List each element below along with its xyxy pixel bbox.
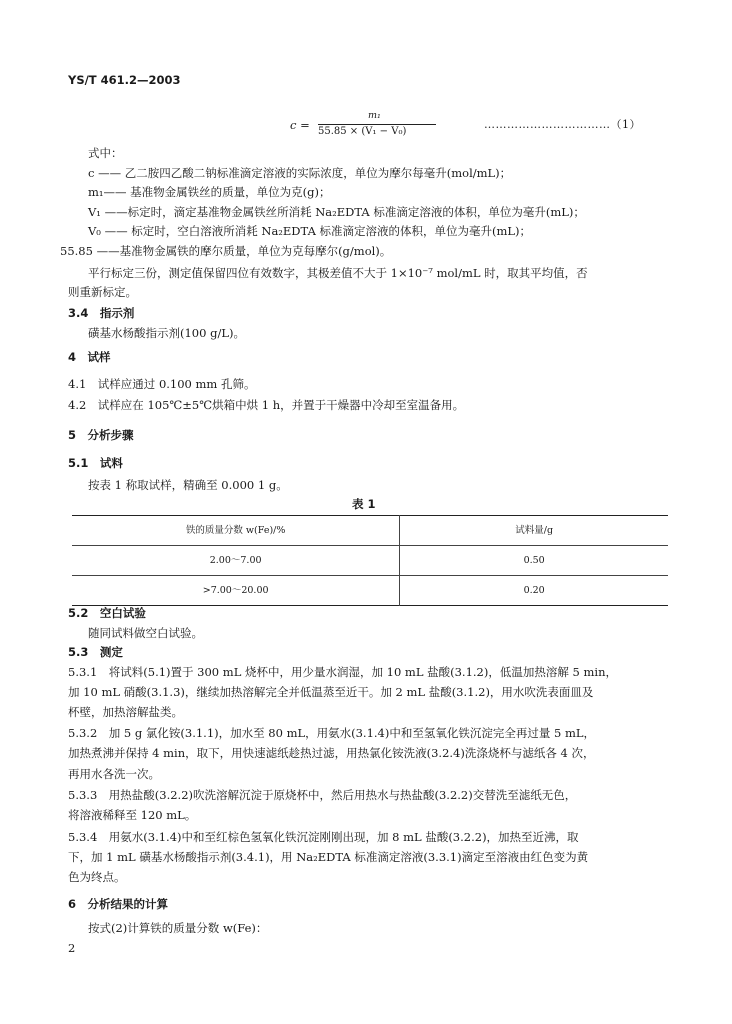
table-row bbox=[72, 546, 668, 576]
table-header-cell: 铁的质量分数 w(Fe)/% bbox=[72, 516, 400, 546]
section-text: 磺基水杨酸指示剂(100 g/L)。 bbox=[88, 326, 245, 340]
clause-line: 色为终点。 bbox=[68, 870, 126, 884]
table-header-row bbox=[72, 516, 668, 546]
clause-line: 再用水各洗一次。 bbox=[68, 767, 160, 781]
section-heading: 3.4 指示剂 bbox=[68, 306, 135, 320]
clause-line: 5.3.2 加 5 g 氯化铵(3.1.1)，加水至 80 mL，用氨水(3.1.4)中和至氢氧化铁沉淀完全再过量 5 mL， bbox=[68, 726, 596, 740]
paragraph-line: 平行标定三份，测定值保留四位有效数字，其极差值不大于 1×10⁻⁷ mol/mL 时，取其平均值，否 bbox=[88, 266, 588, 280]
clause-line: 5.3.1 将试料(5.1)置于 300 mL 烧杯中，用少量水润湿，加 10 mL 盐酸(3.1.2)，低温加热溶解 5 min， bbox=[68, 665, 617, 679]
table-cell: 0.50 bbox=[400, 546, 668, 576]
clause-line: 加 10 mL 硝酸(3.1.3)，继续加热溶解完全并低温蒸至近干。加 2 mL 盐酸(3.1.2)，用水吹洗表面皿及 bbox=[68, 685, 594, 699]
table-caption: 表 1 bbox=[352, 497, 376, 511]
page-number: 2 bbox=[68, 941, 76, 955]
formula-denominator: 55.85 × (V₁ − V₀) bbox=[318, 126, 407, 137]
paragraph-line: 则重新标定。 bbox=[68, 285, 137, 299]
clause-line: 下，加 1 mL 磺基水杨酸指示剂(3.4.1)，用 Na₂EDTA 标准滴定溶液(3.3.1)滴定至溶液由红色变为黄 bbox=[68, 850, 589, 864]
section-text: 随同试料做空白试验。 bbox=[88, 626, 203, 640]
section-heading: 5.2 空白试验 bbox=[68, 606, 146, 620]
table-cell: >7.00～20.00 bbox=[72, 576, 400, 606]
section-heading: 4 试样 bbox=[68, 350, 111, 364]
table-header-cell: 试料量/g bbox=[400, 516, 668, 546]
section-heading: 5.1 试料 bbox=[68, 456, 123, 470]
table-cell: 2.00～7.00 bbox=[72, 546, 400, 576]
formula-number: ……………………………（1） bbox=[484, 118, 641, 131]
fraction-bar bbox=[318, 124, 436, 125]
table-row bbox=[72, 576, 668, 606]
section-heading: 5 分析步骤 bbox=[68, 428, 134, 442]
where-item: c —— 乙二胺四乙酸二钠标准滴定溶液的实际浓度，单位为摩尔每毫升(mol/mL)； bbox=[88, 166, 512, 180]
clause: 4.2 试样应在 105℃±5℃烘箱中烘 1 h，并置于干燥器中冷却至室温备用。 bbox=[68, 398, 465, 412]
section-heading: 5.3 测定 bbox=[68, 645, 123, 659]
formula-1 bbox=[290, 112, 440, 140]
where-intro: 式中： bbox=[88, 146, 123, 160]
clause: 4.1 试样应通过 0.100 mm 孔筛。 bbox=[68, 377, 256, 391]
clause-line: 杯壁，加热溶解盐类。 bbox=[68, 705, 183, 719]
section-text: 按式(2)计算铁的质量分数 w(Fe)： bbox=[88, 921, 268, 935]
document-code: YS/T 461.2—2003 bbox=[68, 73, 181, 87]
clause-line: 加热煮沸并保持 4 min，取下，用快速滤纸趁热过滤，用热氯化铵洗液(3.2.4)洗涤烧杯与滤纸各 4 次， bbox=[68, 746, 595, 760]
where-item: 55.85 ——基准物金属铁的摩尔质量，单位为克每摩尔(g/mol)。 bbox=[60, 244, 392, 258]
section-heading: 6 分析结果的计算 bbox=[68, 897, 169, 911]
clause-line: 5.3.3 用热盐酸(3.2.2)吹洗溶解沉淀于原烧杯中，然后用热水与热盐酸(3.2.2)交替洗至滤纸无色， bbox=[68, 788, 577, 802]
clause-line: 5.3.4 用氨水(3.1.4)中和至红棕色氢氧化铁沉淀刚刚出现，加 8 mL 盐酸(3.2.2)，加热至近沸，取 bbox=[68, 830, 579, 844]
where-item: m₁—— 基准物金属铁丝的质量，单位为克(g)； bbox=[88, 185, 331, 199]
formula-lhs: c = bbox=[290, 118, 310, 132]
clause-line: 将溶液稀释至 120 mL。 bbox=[68, 808, 197, 822]
section-text: 按表 1 称取试样，精确至 0.000 1 g。 bbox=[88, 478, 288, 492]
table-1 bbox=[72, 515, 668, 606]
table-cell: 0.20 bbox=[400, 576, 668, 606]
formula-numerator: m₁ bbox=[368, 110, 381, 121]
where-item: V₀ —— 标定时，空白溶液所消耗 Na₂EDTA 标准滴定溶液的体积，单位为毫升(mL)； bbox=[88, 224, 532, 238]
where-item: V₁ ——标定时，滴定基准物金属铁丝所消耗 Na₂EDTA 标准滴定溶液的体积，单位为毫升(mL)； bbox=[88, 205, 585, 219]
